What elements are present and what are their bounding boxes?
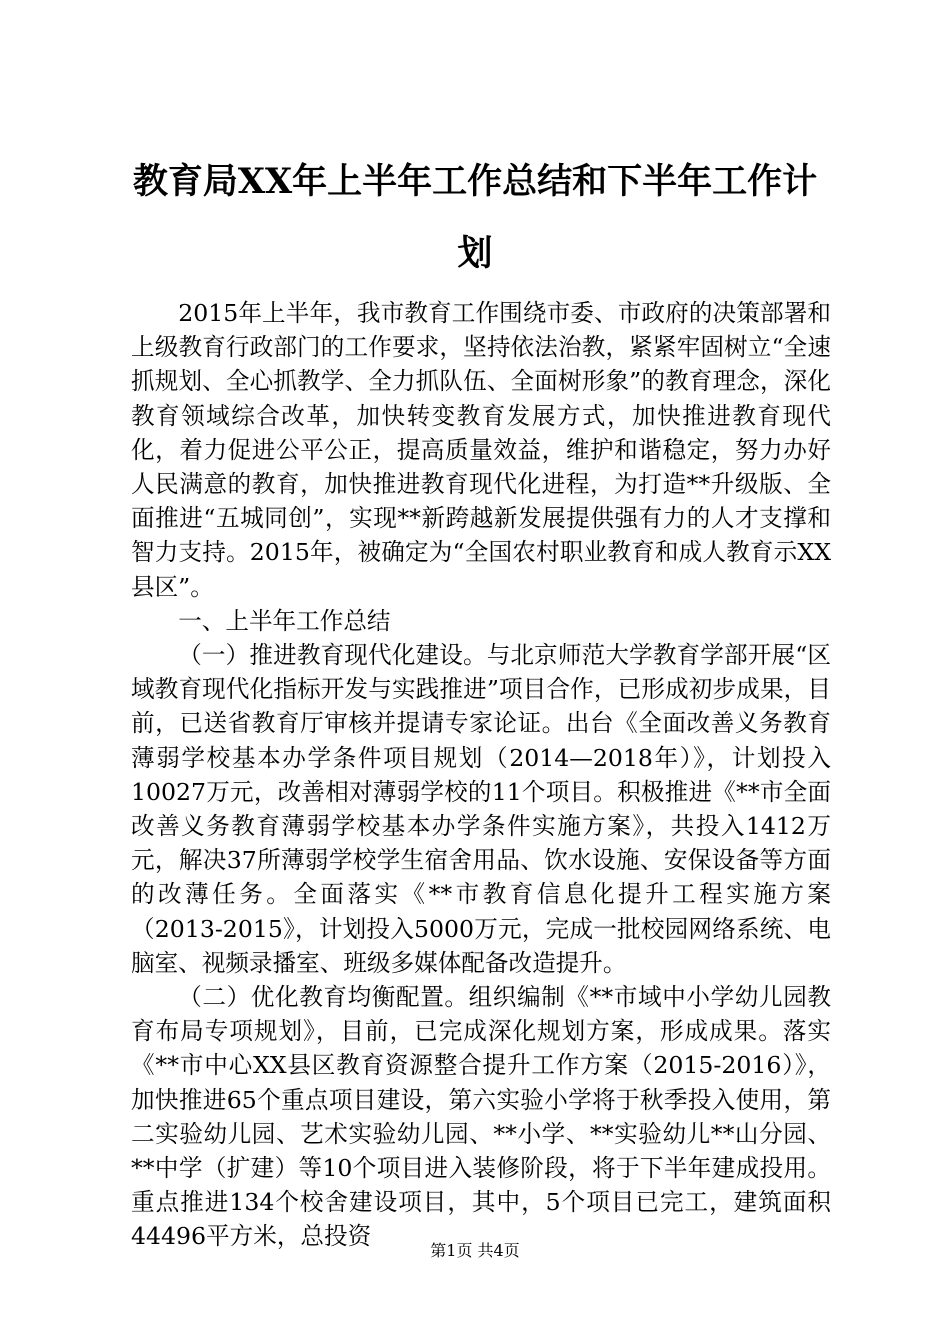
paragraph-section-2: （二）优化教育均衡配置。组织编制《**市域中小学幼儿园教育布局专项规划》，目前，已完成深化规划方案，形成成果。落实《**市中心XX县区教育资源整合提升工作方案（2015-2016）》，加快推进65个重点项目建设，第六实验小学将于秋季投入使用，第二实验幼儿园、艺术实验幼儿园、**小学、**实验幼儿**山分园、**中学（扩建）等10个项目进入装修阶段，将于下半年建成投用。重点推进134个校舍建设项目，其中，5个项目已完工，建筑面积44496平方米，总投资 bbox=[131, 983, 831, 1251]
paragraph-intro: 2015年上半年，我市教育工作围绕市委、市政府的决策部署和上级教育行政部门的工作要求，坚持依法治教，紧紧牢固树立“全速抓规划、全心抓教学、全力抓队伍、全面树形象”的教育理念，深化教育领域综合改革，加快转变教育发展方式，加快推进教育现代化，着力促进公平公正，提高质量效益，维护和谐稳定，努力办好人民满意的教育，加快推进教育现代化进程，为打造**升级版、全面推进“五城同创”，实现**新跨越新发展提供强有力的人才支撑和智力支持。2015年，被确定为“全国农村职业教育和成人教育示XX县区”。 bbox=[131, 299, 831, 601]
document-title: 教育局XX年上半年工作总结和下半年工作计划 bbox=[132, 161, 818, 274]
paragraph-section-1: （一）推进教育现代化建设。与北京师范大学教育学部开展“区域教育现代化指标开发与实践推进”项目合作，已形成初步成果，目前，已送省教育厅审核并提请专家论证。出台《全面改善义务教育薄弱学校基本办学条件项目规划（2014—2018年）》，计划投入10027万元，改善相对薄弱学校的11个项目。积极推进《**市全面改善义务教育薄弱学校基本办学条件实施方案》，共投入1412万元，解决37所薄弱学校学生宿舍用品、饮水设施、安保设备等方面的改薄任务。全面落实《**市教育信息化提升工程实施方案（2013-2015》，计划投入5000万元，完成一批校园网络系统、电脑室、视频录播室、班级多媒体配备改造提升。 bbox=[131, 641, 831, 977]
document-body bbox=[131, 296, 831, 1254]
section-heading: 一、上半年工作总结 bbox=[178, 606, 391, 635]
page-footer: 第1页 共4页 bbox=[430, 1241, 520, 1260]
